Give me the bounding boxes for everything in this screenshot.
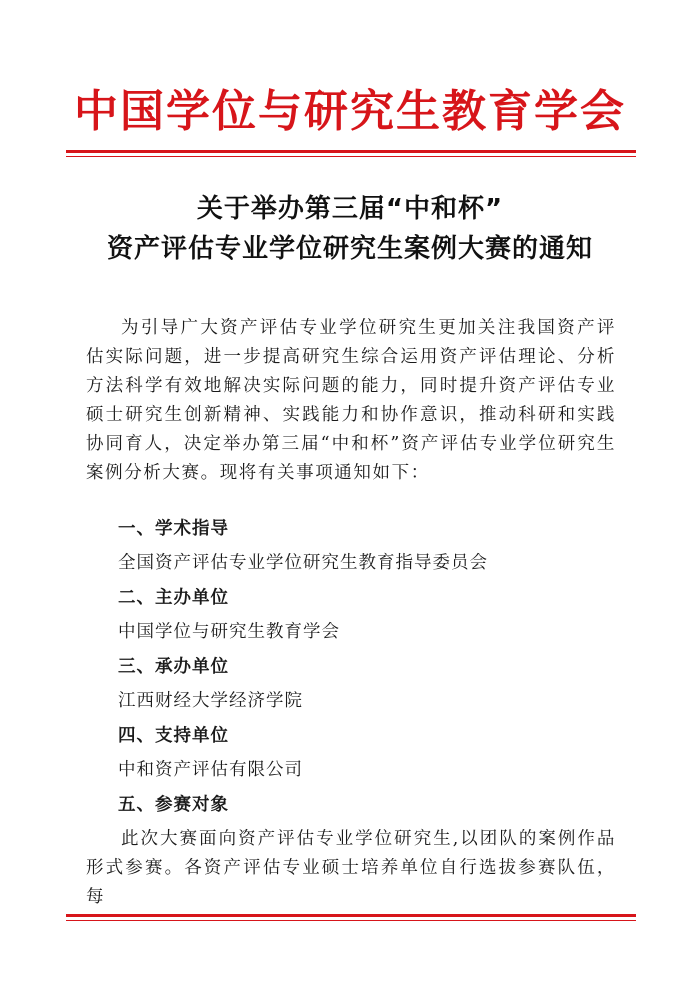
section-content-organizer: 中国学位与研究生教育学会 — [118, 622, 340, 642]
footer-rule-thin — [66, 920, 636, 921]
section-heading-host: 三、承办单位 — [118, 657, 229, 677]
notice-title-line-2: 资产评估专业学位研究生案例大赛的通知 — [106, 234, 593, 264]
section-content-supporter: 中和资产评估有限公司 — [118, 760, 303, 780]
intro-paragraph-block — [86, 314, 616, 488]
notice-title-line-1: 关于举办第三届“中和杯” — [196, 194, 504, 224]
header-rule-thin — [66, 156, 636, 157]
section-content-academic-guidance: 全国资产评估专业学位研究生教育指导委员会 — [118, 553, 488, 573]
footer-rule-thick — [66, 914, 636, 917]
section-heading-academic-guidance: 一、学术指导 — [118, 519, 229, 539]
section-heading-supporter: 四、支持单位 — [118, 726, 229, 746]
section-heading-organizer: 二、主办单位 — [118, 588, 229, 608]
participants-paragraph-block — [86, 825, 616, 912]
section-content-host: 江西财经大学经济学院 — [118, 691, 303, 711]
organization-header: 中国学位与研究生教育学会 — [74, 86, 626, 137]
header-rule-thick — [66, 150, 636, 153]
intro-paragraph: 为引导广大资产评估专业学位研究生更加关注我国资产评估实际问题，进一步提高研究生综合运用资产评估理论、分析方法科学有效地解决实际问题的能力，同时提升资产评估专业硕士研究生创新精神、实践能力和协作意识，推动科研和实践协同育人，决定举办第三届“中和杯”资产评估专业学位研究生案例分析大赛。现将有关事项通知如下： — [86, 318, 616, 483]
section-heading-participants: 五、参赛对象 — [118, 795, 229, 815]
section-content-participants: 此次大赛面向资产评估专业学位研究生,以团队的案例作品形式参赛。各资产评估专业硕士培养单位自行选拔参赛队伍，每 — [86, 829, 616, 907]
